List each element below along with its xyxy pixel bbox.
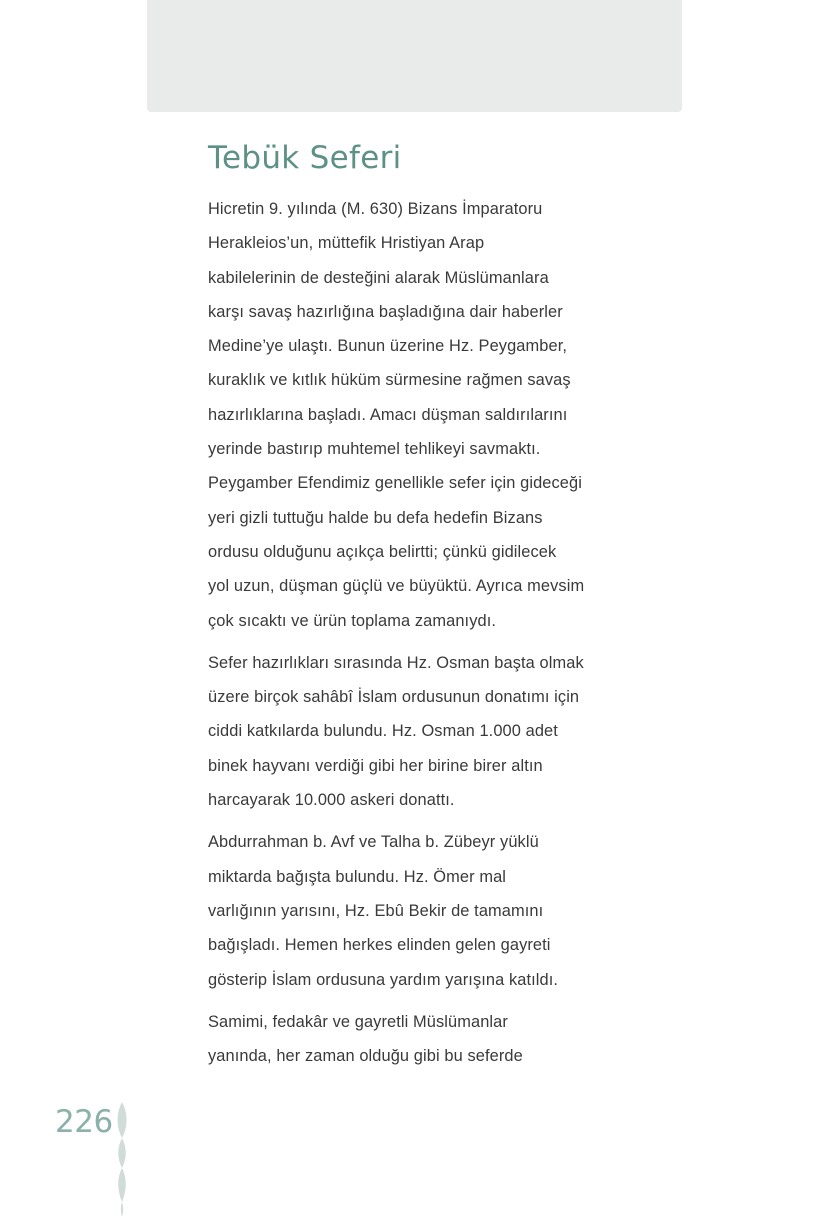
text-line: Samimi, fedakâr ve gayretli Müslümanlar [208,1012,508,1031]
text-line: çok sıcaktı ve ürün toplama zamanıydı. [208,611,497,630]
text-line: kabilelerinin de desteğini alarak Müslümanlara [208,268,549,287]
text-line: bağışladı. Hemen herkes elinden gelen gayreti [208,936,551,955]
text-line: Sefer hazırlıkları sırasında Hz. Osman başta olmak [208,653,584,672]
text-line: hazırlıklarına başladı. Amacı düşman saldırılarını [208,405,568,424]
text-line: üzere birçok sahâbî İslam ordusunun donatımı için [208,688,580,707]
text-line: harcayarak 10.000 askeri donattı. [208,791,455,810]
text-line: Hicretin 9. yılında (M. 630) Bizans İmparatoru [208,200,543,218]
text-line: kuraklık ve kıtlık hüküm sürmesine rağmen savaş [208,371,571,390]
text-line: varlığının yarısını, Hz. Ebû Bekir de tamamını [208,901,544,920]
section-title: Tebük Seferi [208,140,402,176]
paragraph [208,192,628,638]
text-line: binek hayvanı verdiği gibi her birine birer altın [208,756,543,775]
text-line: yerinde bastırıp muhtemel tehlikeyi savmaktı. [208,440,541,459]
page-content [208,138,628,1081]
page-number: 226 [55,1104,113,1140]
text-line: yanında, her zaman olduğu gibi bu seferde [208,1047,523,1066]
text-line: Peygamber Efendimiz genellikle sefer için gideceği [208,474,582,493]
text-line: karşı savaş hazırlığına başladığına dair haberler [208,302,563,321]
text-line: Herakleios’un, müttefik Hristiyan Arap [208,234,485,253]
text-line: yeri gizli tuttuğu halde bu defa hedefin Bizans [208,508,543,527]
paragraph [208,646,628,817]
text-line: ordusu olduğunu açıkça belirtti; çünkü gidilecek [208,542,557,561]
text-line: miktarda bağışta bulundu. Hz. Ömer mal [208,867,507,886]
text-line: gösterip İslam ordusuna yardım yarışına katıldı. [208,970,559,989]
text-line: Abdurrahman b. Avf ve Talha b. Zübeyr yüklü [208,833,539,852]
text-line: yol uzun, düşman güçlü ve büyüktü. Ayrıca mevsim [208,577,585,596]
ornament-icon [112,1100,132,1217]
text-line: Medine’ye ulaştı. Bunun üzerine Hz. Peygamber, [208,337,568,356]
paragraph [208,1005,628,1074]
header-image-placeholder [147,0,682,112]
paragraph [208,825,628,996]
text-line: ciddi katkılarda bulundu. Hz. Osman 1.000 adet [208,722,558,741]
